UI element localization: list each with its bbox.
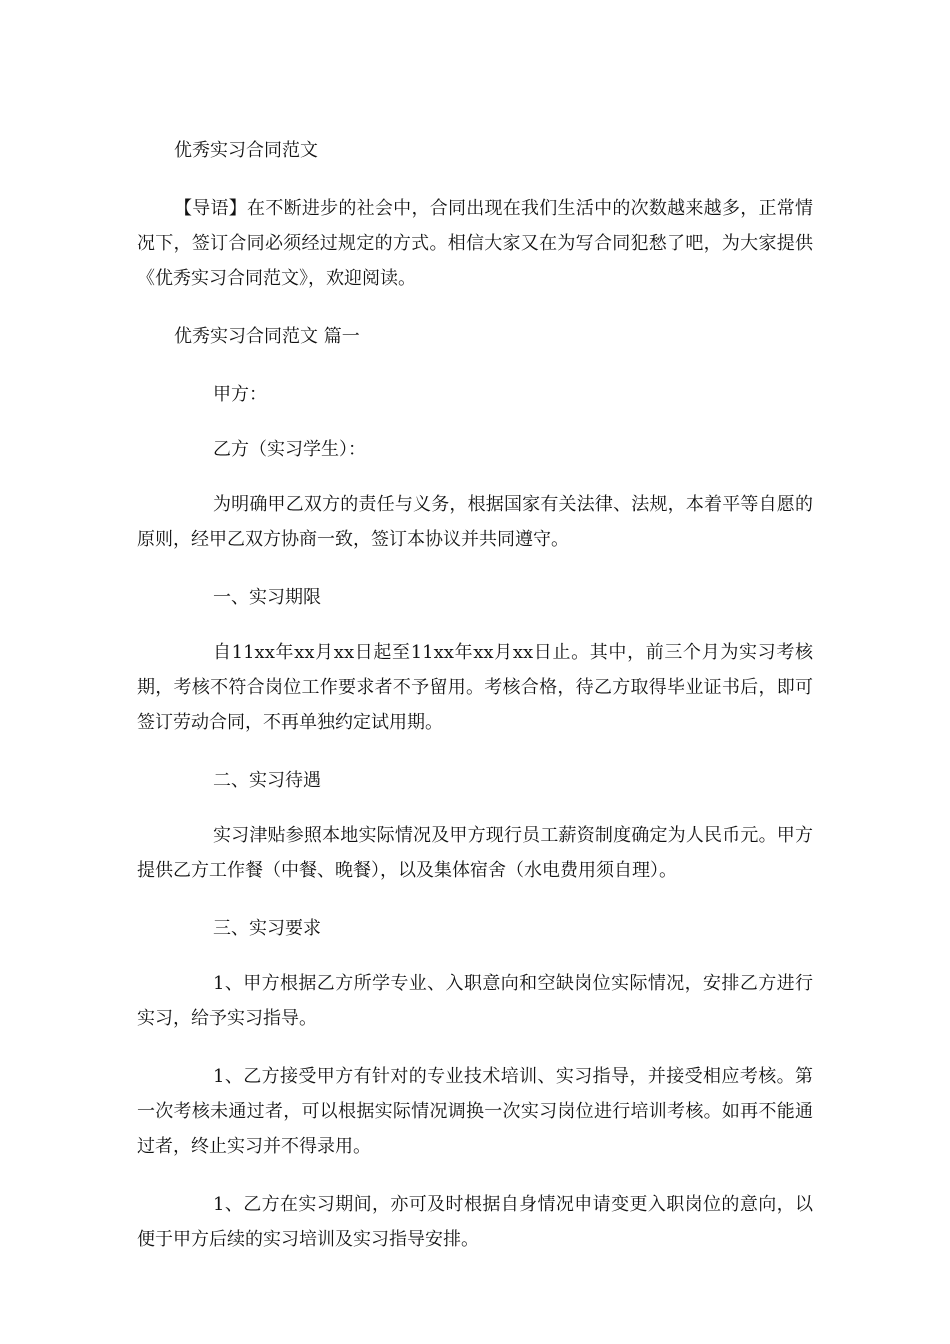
party-a-label: 甲方：	[213, 384, 267, 405]
intro-paragraph: 【导语】在不断进步的社会中，合同出现在我们生活中的次数越来越多，正常情况下，签订合同必须经过规定的方式。相信大家又在为写合同犯愁了吧，为大家提供《优秀实习合同范文》，欢迎阅读。	[137, 198, 813, 289]
requirement-paragraph-3: 1、乙方在实习期间，亦可及时根据自身情况申请变更入职岗位的意向，以便于甲方后续的实习培训及实习指导安排。	[137, 1194, 813, 1250]
heading-treatment: 二、实习待遇	[213, 770, 321, 791]
party-b-label: 乙方（实习学生）：	[213, 439, 366, 460]
requirement-paragraph-1: 1、甲方根据乙方所学专业、入职意向和空缺岗位实际情况，安排乙方进行实习，给予实习指导。	[137, 973, 813, 1029]
period-paragraph: 自11xx年xx月xx日起至11xx年xx月xx日止。其中，前三个月为实习考核期，考核不符合岗位工作要求者不予留用。考核合格，待乙方取得毕业证书后，即可签订劳动合同，不再单独约定试用期。	[137, 642, 813, 733]
document-body	[137, 133, 813, 1280]
requirement-paragraph-2: 1、乙方接受甲方有针对的专业技术培训、实习指导，并接受相应考核。第一次考核未通过者，可以根据实际情况调换一次实习岗位进行培训考核。如再不能通过者，终止实习并不得录用。	[137, 1066, 813, 1157]
preamble-paragraph: 为明确甲乙双方的责任与义务，根据国家有关法律、法规，本着平等自愿的原则，经甲乙双方协商一致，签订本协议并共同遵守。	[137, 494, 813, 550]
section-title: 优秀实习合同范文 篇一	[174, 326, 360, 347]
treatment-paragraph: 实习津贴参照本地实际情况及甲方现行员工薪资制度确定为人民币元。甲方提供乙方工作餐（中餐、晚餐），以及集体宿舍（水电费用须自理）。	[137, 825, 813, 881]
document-title: 优秀实习合同范文	[174, 140, 318, 161]
heading-period: 一、实习期限	[213, 587, 321, 608]
heading-requirements: 三、实习要求	[213, 918, 321, 939]
